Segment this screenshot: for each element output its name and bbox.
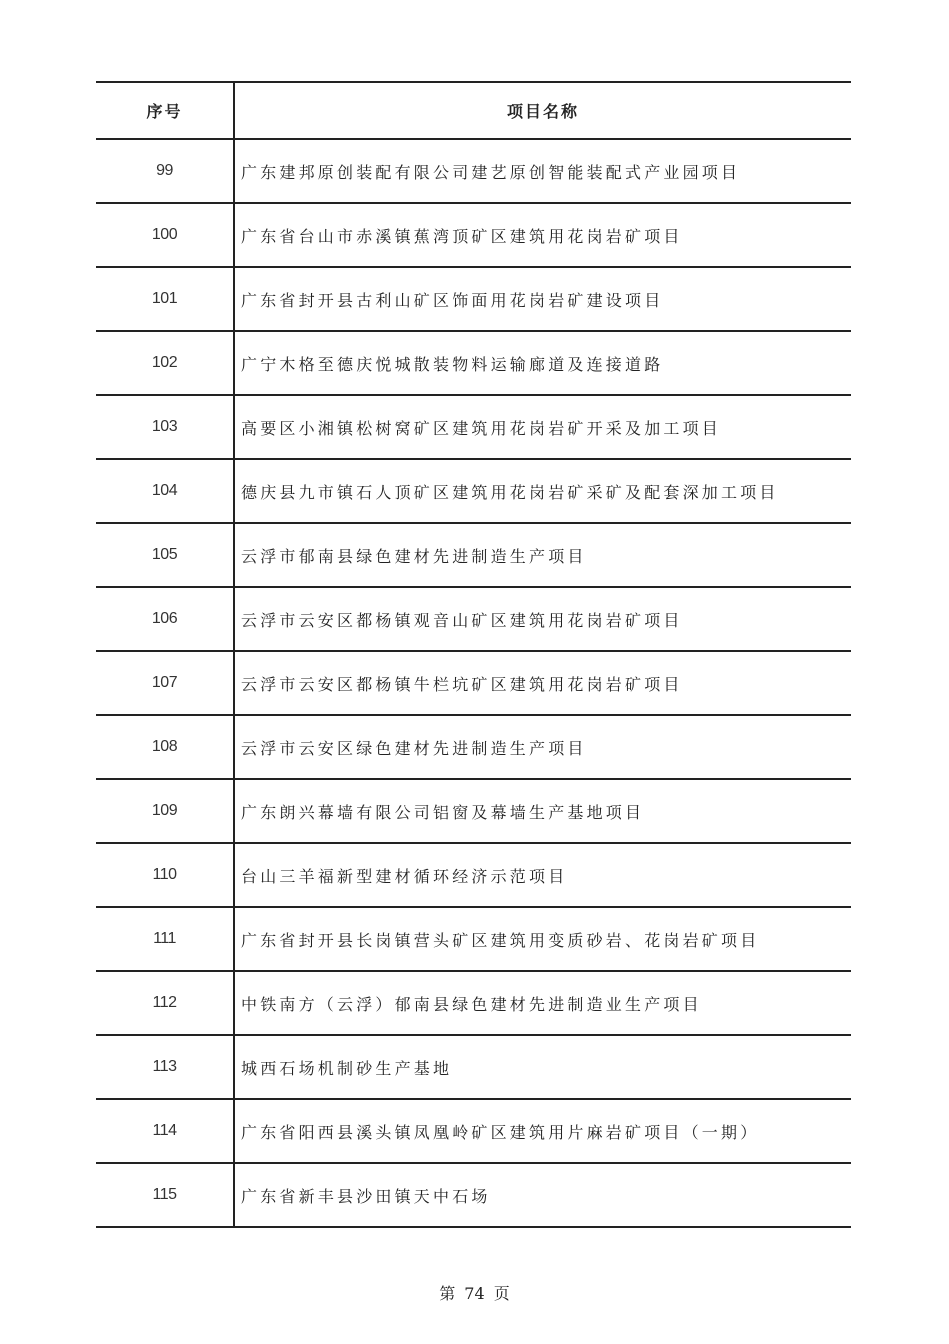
row-number: 101 — [96, 267, 234, 331]
row-project-name: 云浮市云安区都杨镇观音山矿区建筑用花岗岩矿项目 — [234, 587, 851, 651]
row-number: 110 — [96, 843, 234, 907]
row-project-name: 广宁木格至德庆悦城散装物料运输廊道及连接道路 — [234, 331, 851, 395]
row-project-name: 广东省封开县长岗镇营头矿区建筑用变质砂岩、花岗岩矿项目 — [234, 907, 851, 971]
row-number: 113 — [96, 1035, 234, 1099]
table-row — [96, 203, 851, 267]
table-row — [96, 907, 851, 971]
row-number: 103 — [96, 395, 234, 459]
table-row — [96, 715, 851, 779]
row-project-name: 广东省阳西县溪头镇凤凰岭矿区建筑用片麻岩矿项目（一期） — [234, 1099, 851, 1163]
row-project-name: 高要区小湘镇松树窝矿区建筑用花岗岩矿开采及加工项目 — [234, 395, 851, 459]
table-row — [96, 331, 851, 395]
row-number: 111 — [96, 907, 234, 971]
row-number: 102 — [96, 331, 234, 395]
row-number: 107 — [96, 651, 234, 715]
table-row — [96, 1163, 851, 1227]
table-row — [96, 459, 851, 523]
table-row — [96, 267, 851, 331]
table-row — [96, 139, 851, 203]
table-row — [96, 651, 851, 715]
header-number: 序号 — [96, 82, 234, 139]
table-row — [96, 587, 851, 651]
row-number: 100 — [96, 203, 234, 267]
table-header-row — [96, 82, 851, 139]
row-number: 99 — [96, 139, 234, 203]
row-project-name: 广东省封开县古利山矿区饰面用花岗岩矿建设项目 — [234, 267, 851, 331]
row-project-name: 德庆县九市镇石人顶矿区建筑用花岗岩矿采矿及配套深加工项目 — [234, 459, 851, 523]
row-number: 105 — [96, 523, 234, 587]
row-number: 106 — [96, 587, 234, 651]
row-project-name: 台山三羊福新型建材循环经济示范项目 — [234, 843, 851, 907]
row-number: 114 — [96, 1099, 234, 1163]
table-row — [96, 843, 851, 907]
project-table — [96, 81, 851, 1228]
row-project-name: 中铁南方（云浮）郁南县绿色建材先进制造业生产项目 — [234, 971, 851, 1035]
row-project-name: 广东省新丰县沙田镇天中石场 — [234, 1163, 851, 1227]
table-row — [96, 779, 851, 843]
row-number: 108 — [96, 715, 234, 779]
row-project-name: 城西石场机制砂生产基地 — [234, 1035, 851, 1099]
row-number: 104 — [96, 459, 234, 523]
table-row — [96, 1035, 851, 1099]
table-row — [96, 523, 851, 587]
table-row — [96, 971, 851, 1035]
table-row — [96, 395, 851, 459]
row-number: 109 — [96, 779, 234, 843]
header-project-name: 项目名称 — [234, 82, 851, 139]
row-project-name: 云浮市郁南县绿色建材先进制造生产项目 — [234, 523, 851, 587]
row-project-name: 广东省台山市赤溪镇蕉湾顶矿区建筑用花岗岩矿项目 — [234, 203, 851, 267]
row-project-name: 云浮市云安区绿色建材先进制造生产项目 — [234, 715, 851, 779]
row-project-name: 云浮市云安区都杨镇牛栏坑矿区建筑用花岗岩矿项目 — [234, 651, 851, 715]
row-number: 115 — [96, 1163, 234, 1227]
row-number: 112 — [96, 971, 234, 1035]
row-project-name: 广东建邦原创装配有限公司建艺原创智能装配式产业园项目 — [234, 139, 851, 203]
table-row — [96, 1099, 851, 1163]
row-project-name: 广东朗兴幕墙有限公司铝窗及幕墙生产基地项目 — [234, 779, 851, 843]
page-number: 第 74 页 — [439, 1284, 510, 1303]
